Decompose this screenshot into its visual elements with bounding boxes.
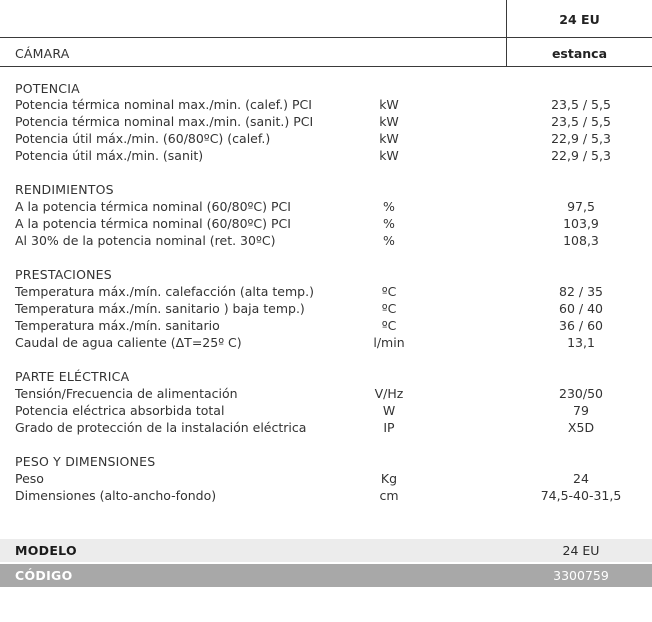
row-value: 24 <box>573 471 589 486</box>
table-row <box>0 114 652 131</box>
row-unit: % <box>383 216 395 231</box>
row-label: Peso <box>15 471 44 486</box>
table-row <box>0 420 652 437</box>
row-label: Al 30% de la potencia nominal (ret. 30ºC) <box>15 233 276 248</box>
table-row <box>0 97 652 114</box>
row-label: Potencia útil máx./min. (60/80ºC) (calef.) <box>15 131 271 146</box>
row-unit: ºC <box>381 318 397 333</box>
section-title-parte-electrica: PARTE ELÉCTRICA <box>15 369 130 384</box>
table-row <box>0 335 652 352</box>
row-unit: Kg <box>380 471 398 486</box>
table-row <box>0 131 652 148</box>
table-row <box>0 403 652 420</box>
table-row <box>0 471 652 488</box>
row-unit: kW <box>379 114 399 129</box>
row-value: 13,1 <box>567 335 595 350</box>
table-row <box>0 488 652 505</box>
row-unit: ºC <box>381 301 397 316</box>
row-label: A la potencia térmica nominal (60/80ºC) PCI <box>15 199 291 214</box>
camara-value: estanca <box>551 46 608 61</box>
codigo-bar <box>0 564 652 587</box>
row-label: Potencia útil máx./min. (sanit) <box>15 148 204 163</box>
row-unit: kW <box>379 97 399 112</box>
row-label: Dimensiones (alto-ancho-fondo) <box>15 488 217 503</box>
row-value: 23,5 / 5,5 <box>551 114 611 129</box>
section-title-prestaciones: PRESTACIONES <box>15 267 112 282</box>
codigo-label: CÓDIGO <box>15 568 73 583</box>
row-unit: l/min <box>373 335 405 350</box>
row-unit: W <box>382 403 396 418</box>
row-value: 74,5-40-31,5 <box>540 488 622 503</box>
row-label: Temperatura máx./mín. calefacción (alta temp.) <box>15 284 314 299</box>
camara-label: CÁMARA <box>15 46 70 61</box>
modelo-value: 24 EU <box>562 543 600 558</box>
row-unit: cm <box>379 488 399 503</box>
section-title-rendimientos: RENDIMIENTOS <box>15 182 114 197</box>
row-value: 23,5 / 5,5 <box>551 97 611 112</box>
row-value: 108,3 <box>563 233 599 248</box>
table-row <box>0 386 652 403</box>
row-label: Caudal de agua caliente (ΔT=25º C) <box>15 335 242 350</box>
row-label: Temperatura máx./mín. sanitario ) baja temp.) <box>15 301 305 316</box>
row-unit: kW <box>379 131 399 146</box>
row-value: 97,5 <box>567 199 595 214</box>
header-rule <box>0 37 652 38</box>
row-value: 103,9 <box>563 216 599 231</box>
row-unit: IP <box>383 420 395 435</box>
row-label: A la potencia térmica nominal (60/80ºC) PCI <box>15 216 291 231</box>
modelo-label: MODELO <box>15 543 77 558</box>
row-value: 22,9 / 5,3 <box>551 131 611 146</box>
row-unit: ºC <box>381 284 397 299</box>
row-value: 82 / 35 <box>559 284 603 299</box>
table-row <box>0 284 652 301</box>
row-unit: % <box>383 233 395 248</box>
model-column-header: 24 EU <box>559 12 600 27</box>
row-value: 36 / 60 <box>559 318 603 333</box>
row-unit: kW <box>379 148 399 163</box>
section-title-potencia: POTENCIA <box>15 81 80 96</box>
row-label: Tensión/Frecuencia de alimentación <box>15 386 238 401</box>
table-row <box>0 301 652 318</box>
table-row <box>0 199 652 216</box>
modelo-bar <box>0 539 652 562</box>
row-value: 22,9 / 5,3 <box>551 148 611 163</box>
table-row <box>0 216 652 233</box>
row-unit: V/Hz <box>374 386 404 401</box>
row-value: 230/50 <box>559 386 603 401</box>
table-row <box>0 148 652 165</box>
row-label: Grado de protección de la instalación eléctrica <box>15 420 307 435</box>
row-label: Potencia térmica nominal max./min. (sanit.) PCI <box>15 114 314 129</box>
section-title-peso-dimensiones: PESO Y DIMENSIONES <box>15 454 156 469</box>
row-value: 60 / 40 <box>559 301 603 316</box>
row-label: Potencia eléctrica absorbida total <box>15 403 225 418</box>
camara-rule <box>0 66 652 67</box>
codigo-value: 3300759 <box>553 568 609 583</box>
row-value: 79 <box>573 403 589 418</box>
row-label: Potencia térmica nominal max./min. (calef.) PCI <box>15 97 312 112</box>
row-unit: % <box>383 199 395 214</box>
row-value: X5D <box>567 420 595 435</box>
table-row <box>0 318 652 335</box>
table-row <box>0 233 652 250</box>
row-label: Temperatura máx./mín. sanitario <box>15 318 220 333</box>
